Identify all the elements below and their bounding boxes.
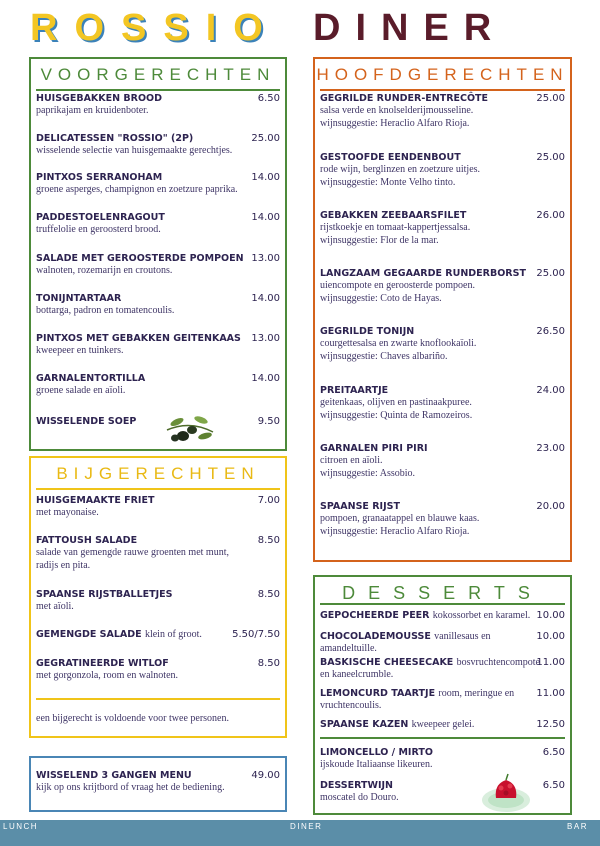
- item-price: 13.00: [251, 253, 280, 264]
- menu-item: [36, 292, 280, 318]
- item-name: WISSELENDE SOEP: [36, 416, 137, 427]
- hoofdgerechten-divider: [320, 89, 565, 91]
- item-desc: met gorgonzola, room en walnoten.: [36, 670, 179, 681]
- item-name: PREITAARTJE: [320, 385, 389, 396]
- item-price: 25.00: [536, 152, 565, 163]
- item-name: [320, 630, 565, 643]
- olive-branch-icon: [165, 410, 215, 446]
- item-name: DESSERTWIJN: [320, 780, 393, 791]
- item-price: 8.50: [257, 589, 280, 600]
- menu-item: [36, 628, 280, 641]
- menu-item: [320, 609, 565, 622]
- item-wine: wijnsuggestie: Heraclio Alfaro Rioja.: [320, 525, 470, 537]
- menu-item: [36, 372, 280, 398]
- item-desc: walnoten, rozemarijn en croutons.: [36, 265, 173, 276]
- hoofdgerechten-heading: HOOFDGERECHTEN: [316, 65, 569, 84]
- item-name: DELICATESSEN "ROSSIO" (2P): [36, 133, 194, 144]
- item-name: TONIJNTARTAAR: [36, 293, 122, 304]
- item-name: LIMONCELLO / MIRTO: [320, 747, 433, 758]
- item-price: 6.50: [542, 780, 565, 791]
- item-inline-desc: vanillesaus en: [434, 631, 491, 642]
- menu-item: [36, 494, 280, 520]
- item-inline-desc: klein of groot.: [144, 629, 202, 640]
- item-desc: rode wijn, berglinzen en zoetzure uitjes.: [320, 164, 481, 175]
- menu-item: [36, 534, 280, 572]
- item-name: PINTXOS MET GEBAKKEN GEITENKAAS: [36, 333, 241, 344]
- item-name: SPAANSE RIJST: [320, 501, 400, 512]
- item-name: LANGZAAM GEGAARDE RUNDERBORST: [320, 268, 526, 279]
- item-name: [320, 609, 565, 622]
- restaurant-title: [0, 8, 600, 48]
- item-name: FATTOUSH SALADE: [36, 535, 138, 546]
- item-name-text: LEMONCURD TAARTJE: [320, 688, 436, 699]
- item-name-text: GEPOCHEERDE PEER: [320, 610, 430, 621]
- voorgerechten-divider: [36, 89, 280, 91]
- item-inline-desc: kweepeer gelei.: [411, 719, 475, 730]
- footer-lunch: LUNCH: [3, 822, 39, 831]
- item-price: 13.00: [251, 333, 280, 344]
- item-name: GEGRILDE TONIJN: [320, 326, 415, 337]
- item-wine: wijnsuggestie: Flor de la mar.: [320, 234, 439, 246]
- menu-item: [36, 415, 280, 428]
- item-name: [320, 687, 565, 700]
- item-desc: salsa verde en knolselderijmousseline.: [320, 105, 474, 116]
- menu-item: [320, 746, 565, 772]
- item-price: 25.00: [251, 133, 280, 144]
- item-price: 11.00: [536, 688, 565, 699]
- item-name: [320, 656, 565, 669]
- menu-item: [36, 252, 280, 278]
- item-name: PADDESTOELENRAGOUT: [36, 212, 165, 223]
- item-price: 26.00: [536, 210, 565, 221]
- item-price: 5.50/7.50: [232, 629, 280, 640]
- item-desc: met aïoli.: [36, 601, 74, 612]
- menu-item: [320, 267, 565, 305]
- item-name: GESTOOFDE EENDENBOUT: [320, 152, 461, 163]
- item-name: GEGRILDE RUNDER-ENTRECÔTE: [320, 93, 489, 104]
- menu-item: [320, 209, 565, 247]
- item-name: [320, 718, 565, 731]
- item-price: 25.00: [536, 93, 565, 104]
- bijgerechten-heading: BIJGERECHTEN: [56, 464, 260, 483]
- item-desc: pompoen, granaatappel en blauwe kaas.: [320, 513, 480, 524]
- menu-item: [320, 630, 565, 656]
- item-name: GARNALEN PIRI PIRI: [320, 443, 428, 454]
- item-price: 8.50: [257, 658, 280, 669]
- menu-item: [36, 132, 280, 158]
- item-desc: rijstkoekje en tomaat-kappertjessalsa.: [320, 222, 471, 233]
- menu-item: [36, 332, 280, 358]
- menu-item: [320, 92, 565, 130]
- item-inline-desc: bosvruchtencompote: [456, 657, 540, 668]
- hoofdgerechten-section: [313, 57, 572, 562]
- item-price: 49.00: [251, 770, 280, 781]
- item-wine: wijnsuggestie: Assobio.: [320, 467, 416, 479]
- footer-bar: [0, 820, 600, 846]
- item-price: 14.00: [251, 293, 280, 304]
- menu-item: [36, 92, 280, 118]
- item-inline-desc: kokossorbet en karamel.: [432, 610, 531, 621]
- item-price: 10.00: [536, 610, 565, 621]
- item-desc: citroen en aïoli.: [320, 455, 383, 466]
- desserts-divider: [320, 603, 565, 605]
- menu-item: [320, 325, 565, 363]
- item-inline-desc: room, meringue en: [438, 688, 515, 699]
- item-price: 14.00: [251, 373, 280, 384]
- desserts-section: [313, 575, 572, 815]
- item-name: SALADE MET GEROOSTERDE POMPOEN: [36, 253, 244, 264]
- item-name-text: SPAANSE KAZEN: [320, 719, 409, 730]
- item-wine: wijnsuggestie: Coto de Hayas.: [320, 292, 442, 304]
- item-desc: moscatel do Douro.: [320, 792, 399, 803]
- item-desc: bottarga, padron en tomatencoulis.: [36, 305, 175, 316]
- menu-item: [320, 442, 565, 480]
- desserts-bottom-divider: [320, 737, 565, 739]
- item-name: SPAANSE RIJSTBALLETJES: [36, 589, 173, 600]
- item-desc: kijk op ons krijtbord of vraag het de bediening.: [36, 782, 225, 793]
- title-rossio: ROSSIO: [30, 7, 280, 49]
- item-price: 8.50: [257, 535, 280, 546]
- voorgerechten-heading: VOORGERECHTEN: [40, 65, 276, 84]
- item-name: HUISGEMAAKTE FRIET: [36, 495, 155, 506]
- item-price: 24.00: [536, 385, 565, 396]
- item-price: 6.50: [257, 93, 280, 104]
- item-name: WISSELEND 3 GANGEN MENU: [36, 770, 192, 781]
- menu-item: [320, 656, 565, 682]
- menu-item: [320, 718, 565, 731]
- footer-diner: DINER: [290, 822, 323, 831]
- item-name-text: CHOCOLADEMOUSSE: [320, 631, 431, 642]
- item-desc: truffelolie en geroosterd brood.: [36, 224, 161, 235]
- item-desc: paprikajam en kruidenboter.: [36, 105, 149, 116]
- item-desc: courgettesalsa en zwarte knoflookaïoli.: [320, 338, 477, 349]
- item-wine: wijnsuggestie: Chaves albariño.: [320, 350, 448, 362]
- item-desc: amandeltuille.: [320, 643, 377, 654]
- item-price: 26.50: [536, 326, 565, 337]
- bijgerechten-section: [29, 456, 287, 738]
- item-name: GEBAKKEN ZEEBAARSFILET: [320, 210, 467, 221]
- item-price: 12.50: [536, 719, 565, 730]
- item-name: PINTXOS SERRANOHAM: [36, 172, 163, 183]
- item-price: 23.00: [536, 443, 565, 454]
- item-desc: kweepeer en tuinkers.: [36, 345, 124, 356]
- menu-item: [36, 657, 280, 683]
- item-price: 6.50: [542, 747, 565, 758]
- item-price: 11.00: [536, 657, 565, 668]
- item-price: 20.00: [536, 501, 565, 512]
- title-diner: DINER: [313, 7, 507, 49]
- bijgerechten-note: een bijgerecht is voldoende voor twee personen.: [36, 713, 229, 724]
- item-price: 10.00: [536, 631, 565, 642]
- item-name-text: GEMENGDE SALADE: [36, 629, 142, 640]
- bijgerechten-divider: [36, 488, 280, 490]
- menu-item: [36, 769, 280, 795]
- menu-item: [320, 151, 565, 189]
- item-desc: en kaneelcrumble.: [320, 669, 394, 680]
- item-price: 14.00: [251, 212, 280, 223]
- item-price: 14.00: [251, 172, 280, 183]
- item-name: HUISGEBAKKEN BROOD: [36, 93, 162, 104]
- item-desc: met mayonaise.: [36, 507, 99, 518]
- desserts-heading: DESSERTS: [342, 583, 543, 603]
- item-name-text: BASKISCHE CHEESECAKE: [320, 657, 454, 668]
- item-desc: geitenkaas, olijven en pastinaakpuree.: [320, 397, 472, 408]
- item-desc: radijs en pita.: [36, 559, 91, 571]
- item-desc: groene salade en aïoli.: [36, 385, 126, 396]
- item-price: 9.50: [257, 416, 280, 427]
- menu-item: [36, 211, 280, 237]
- menu-item: [320, 500, 565, 538]
- item-price: 25.00: [536, 268, 565, 279]
- item-wine: wijnsuggestie: Heraclio Alfaro Rioja.: [320, 117, 470, 129]
- item-wine: wijnsuggestie: Quinta de Ramozeiros.: [320, 409, 473, 421]
- voorgerechten-section: [29, 57, 287, 451]
- bijgerechten-bottom-divider: [36, 698, 280, 700]
- menu-item: [320, 687, 565, 713]
- item-name: GEGRATINEERDE WITLOF: [36, 658, 169, 669]
- item-name: GARNALENTORTILLA: [36, 373, 146, 384]
- item-desc: ijskoude Italiaanse likeuren.: [320, 759, 433, 770]
- three-course-menu-box: [29, 756, 287, 812]
- item-desc: groene asperges, champignon en zoetzure paprika.: [36, 184, 238, 195]
- item-price: 7.00: [257, 495, 280, 506]
- menu-item: [36, 171, 280, 197]
- item-desc: vruchtencoulis.: [320, 700, 382, 711]
- dessert-plate-icon: [480, 770, 532, 814]
- item-desc: wisselende selectie van huisgemaakte gerechtjes.: [36, 145, 233, 156]
- menu-item: [320, 384, 565, 422]
- menu-item: [36, 588, 280, 614]
- item-wine: wijnsuggestie: Monte Velho tinto.: [320, 176, 456, 188]
- item-desc: uiencompote en geroosterde pompoen.: [320, 280, 475, 291]
- item-desc: salade van gemengde rauwe groenten met munt,: [36, 547, 229, 558]
- footer-bar-label: BAR: [567, 822, 588, 831]
